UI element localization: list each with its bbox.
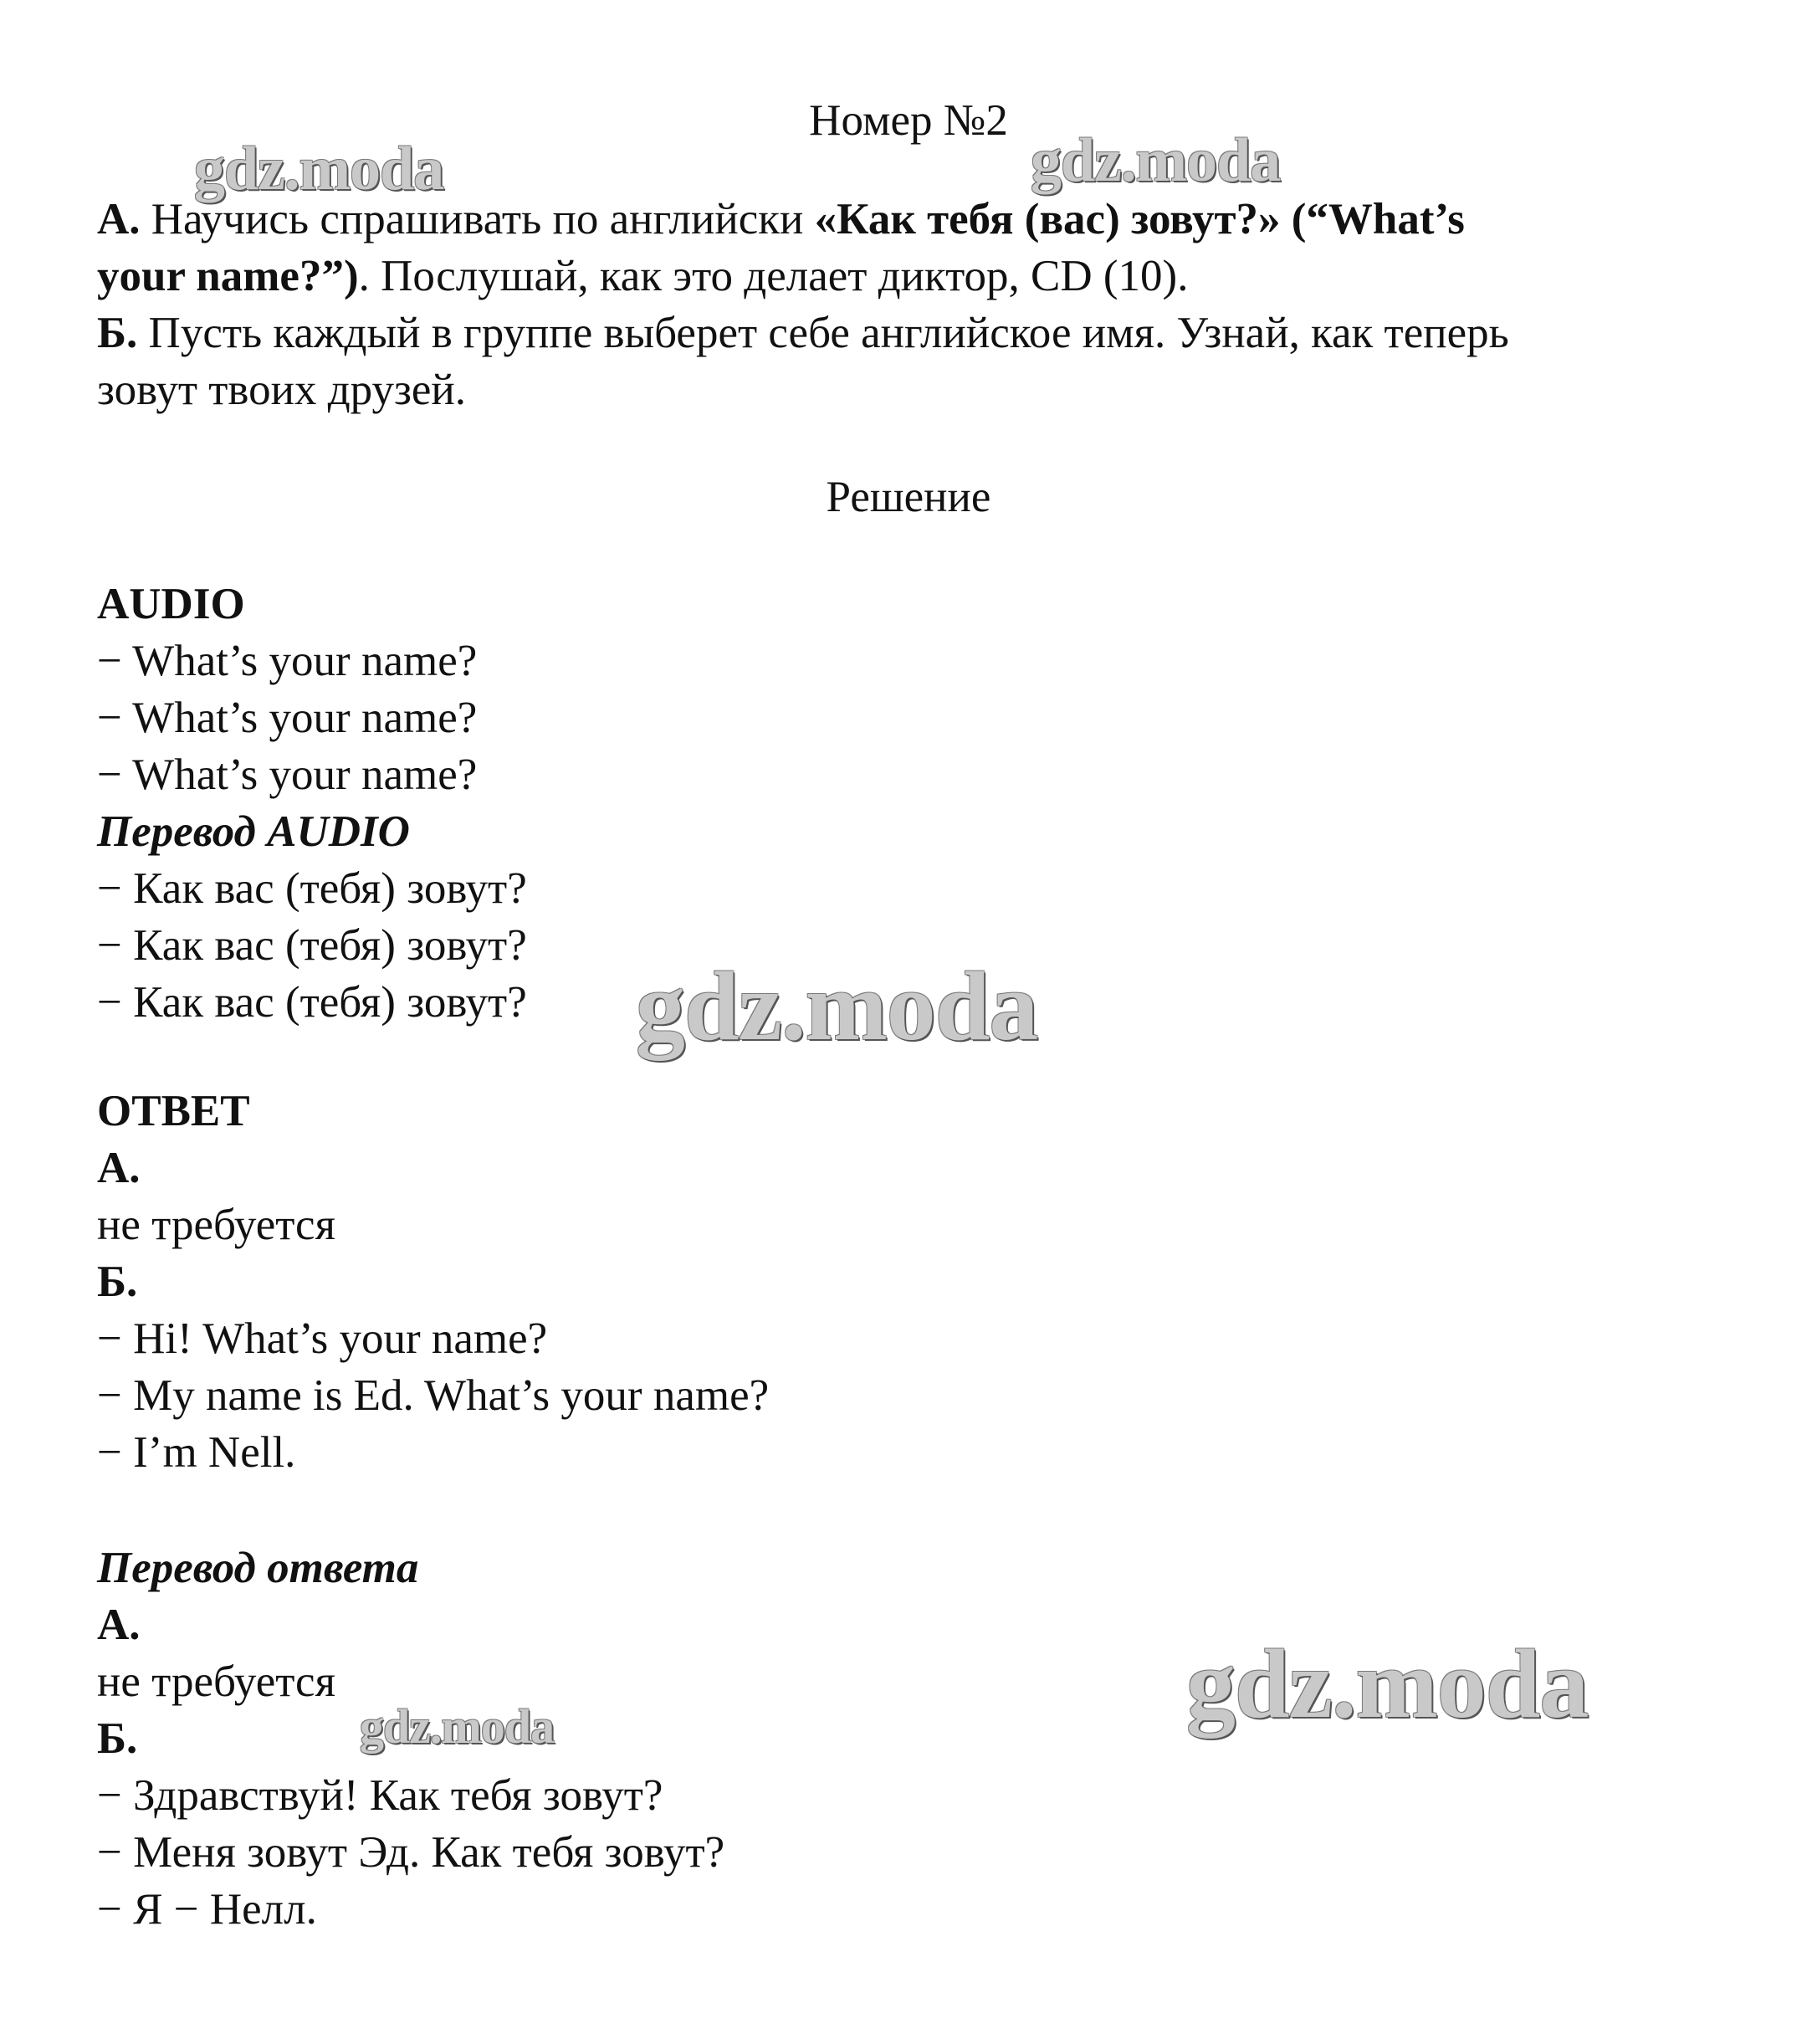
answer-a-label-text: А. [97, 1144, 141, 1192]
task-a-line-2 [97, 248, 1188, 305]
answer-line: − My name is Ed. What’s your name? [97, 1371, 770, 1420]
task-b-line-1 [97, 305, 1509, 361]
audio-line: − What’s your name? [97, 694, 478, 742]
audio-translation-heading [97, 803, 410, 860]
audio-heading-text: AUDIO [97, 580, 245, 628]
page-title: Номер №2 [809, 96, 1008, 145]
task-b-text: Пусть каждый в группе выберет себе английское имя. Узнай, как теперь [137, 309, 1509, 357]
task-a-text-2: . Послушай, как это делает диктор, CD (10). [358, 252, 1189, 300]
audio-translation-line: − Как вас (тебя) зовут? [97, 978, 527, 1027]
audio-translation-line: − Как вас (тебя) зовут? [97, 864, 527, 913]
audio-line: − What’s your name? [97, 637, 478, 685]
watermark: gdz.moda [360, 1699, 555, 1754]
answer-b-label [97, 1253, 137, 1310]
answer-a-label [97, 1140, 141, 1196]
answer-translation-heading-text: Перевод ответа [97, 1544, 419, 1592]
answer-translation-line: − Меня зовут Эд. Как тебя зовут? [97, 1828, 725, 1877]
answer-line: − Hi! What’s your name? [97, 1314, 548, 1363]
task-a-line-1 [97, 191, 1465, 248]
answer-translation-a-text: не требуется [97, 1657, 335, 1706]
watermark: gdz.moda [1031, 126, 1281, 195]
audio-heading [97, 576, 245, 633]
task-b-label: Б. [97, 309, 138, 357]
solution-title: Решение [826, 473, 991, 521]
task-a-label: А. [97, 195, 141, 243]
audio-translation-heading-text: Перевод AUDIO [97, 807, 410, 856]
answer-a-text: не требуется [97, 1201, 335, 1249]
answer-line: − I’m Nell. [97, 1428, 296, 1477]
answer-translation-line: − Я − Нелл. [97, 1885, 317, 1934]
watermark: gdz.moda [1186, 1629, 1589, 1739]
answer-translation-a-label-text: А. [97, 1601, 141, 1649]
task-a-bold: «Как тебя (вас) зовут?» (“What’s [814, 195, 1465, 243]
task-a-bold-2: your name?”) [97, 252, 359, 300]
answer-translation-line: − Здравствуй! Как тебя зовут? [97, 1771, 663, 1820]
answer-heading-text: ОТВЕТ [97, 1087, 250, 1135]
answer-translation-a-label [97, 1596, 141, 1653]
audio-line: − What’s your name? [97, 750, 478, 799]
answer-heading [97, 1083, 250, 1140]
watermark: gdz.moda [194, 135, 444, 203]
audio-translation-line: − Как вас (тебя) зовут? [97, 921, 527, 970]
task-b-line-2: зовут твоих друзей. [97, 366, 467, 414]
watermark: gdz.moda [636, 951, 1038, 1061]
answer-b-label-text: Б. [97, 1258, 138, 1306]
task-a-text: Научись спрашивать по английски [140, 195, 815, 243]
answer-translation-heading [97, 1539, 418, 1596]
answer-translation-b-label-text: Б. [97, 1714, 138, 1763]
answer-translation-b-label [97, 1710, 137, 1767]
